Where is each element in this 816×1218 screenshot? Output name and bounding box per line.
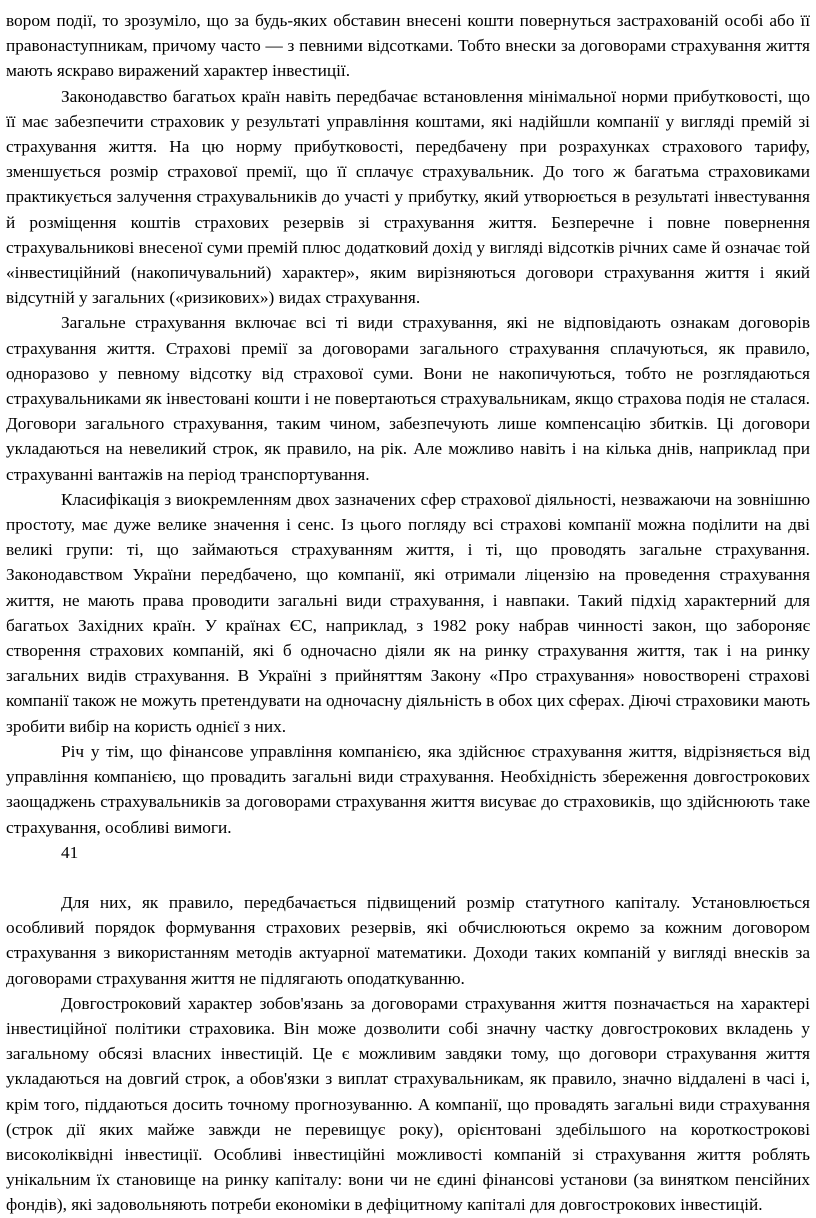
paragraph-classification: Класифікація з виокремленням двох зазначених сфер страхової діяльності, незважаючи на зовнішню простоту, має дуже велике значення і сенс. Із цього погляду всі страхові компанії можна поділити на дві великі групи: ті, що займаються страхуванням життя, і ті, що проводять загальне страхування. Законодавством України передбачено, що компанії, які отримали ліцензію на проведення страхування життя, не мають права проводити загальні види страхування, і навпаки. Такий підхід характерний для багатьох Західних країн. У країнах ЄС, наприклад, з 1982 року набрав чинності закон, що забороняє створення страхових компаній, які б одночасно діяли як на ринку страхування життя, так і на ринку загальних видів страхування. В Україні з прийняттям Закону «Про страхування» новостворені страхові компанії також не можуть претендувати на одночасну діяльність в обох цих сферах. Діючі страховики мають зробити вибір на користь однієї з них. <box>6 489 810 736</box>
page-number: 41 <box>61 842 79 862</box>
paragraph-minimum-profitability: Законодавство багатьох країн навіть передбачає встановлення мінімальної норми прибутковості, що її має забезпечити страховик у результаті управління коштами, які надійшли компанії у вигляді премій зі страхування життя. На цю норму прибутковості, передбачену при розрахунках страхового тарифу, зменшується розмір страхової премії, що її сплачує страхувальник. До того ж багатьма страховиками практикується залучення страхувальників до участі у прибутку, який утворюється в результаті інвестування й розміщення коштів страхових резервів зі страхування життя. Безперечне і повне повернення страхувальникові внесеної суми премій плюс додатковий дохід у вигляді відсотків річних саме й означає той «інвестиційний (накопичувальний) характер», яким вирізняються договори страхування життя і який відсутній у загальних («ризикових») видах страхування. <box>6 86 810 308</box>
paragraph-long-term-obligations: Довгостроковий характер зобов'язань за договорами страхування життя позначається на характері інвестиційної політики страховика. Він може дозволити собі значну частку довгострокових вкладень у загальному обсязі власних інвестицій. Це є можливим завдяки тому, що договори страхування життя укладаються на довгий строк, а обов'язки з виплат страхувальникам, як правило, значно віддалені в часі і, крім того, піддаються досить точному прогнозуванню. А компанії, що провадять загальні види страхування (строк дії яких майже завжди не перевищує року), орієнтовані здебільшого на короткострокові високоліквідні інвестиції. Особливі інвестиційні можливості компаній зі страхування життя роблять унікальним їх становище на ринку капіталу: вони чи не єдині фінансові установи (за винятком пенсійних фондів), які задовольняють потреби економіки в дефіцитному капіталі для довгострокових інвестицій. <box>6 993 810 1215</box>
paragraph-continuation: вором події, то зрозуміло, що за будь-яких обставин внесені кошти повернуться застрахованій особі або її правонаступникам, причому часто — з певними відсотками. Тобто внески за договорами страхування життя мають яскраво виражений характер інвестиції. <box>6 11 810 81</box>
page-break-gap <box>6 865 810 890</box>
paragraph-general-insurance: Загальне страхування включає всі ті види страхування, які не відповідають ознакам договорів страхування життя. Страхові премії за договорами загального страхування сплачуються, як правило, одноразово у певному відсотку від страхової суми. Вони не накопичуються, тобто не розглядаються страхувальниками як інвестовані кошти і не повертаються страхувальникам, якщо страхова подія не сталася. Договори загального страхування, таким чином, забезпечують лише компенсацію збитків. Ці договори укладаються на невеликий строк, як правило, на рік. Але можливо навіть і на кілька днів, наприклад при страхуванні вантажів на період транспортування. <box>6 313 810 484</box>
paragraph-financial-management: Річ у тім, що фінансове управління компанією, яка здійснює страхування життя, відрізняється від управління компанією, що провадить загальні види страхування. Необхідність збереження довгострокових заощаджень страхувальників за договорами страхування життя висуває до страховиків, що здійснюють таке страхування, особливі вимоги. <box>6 741 810 837</box>
paragraph-capital-requirements: Для них, як правило, передбачається підвищений розмір статутного капіталу. Установлюється особливий порядок формування страхових резервів, які обчислюються окремо за кожним договором страхування з використанням методів актуарної математики. Доходи таких компаній у вигляді внесків за договорами страхування життя не підлягають оподаткуванню. <box>6 892 810 988</box>
